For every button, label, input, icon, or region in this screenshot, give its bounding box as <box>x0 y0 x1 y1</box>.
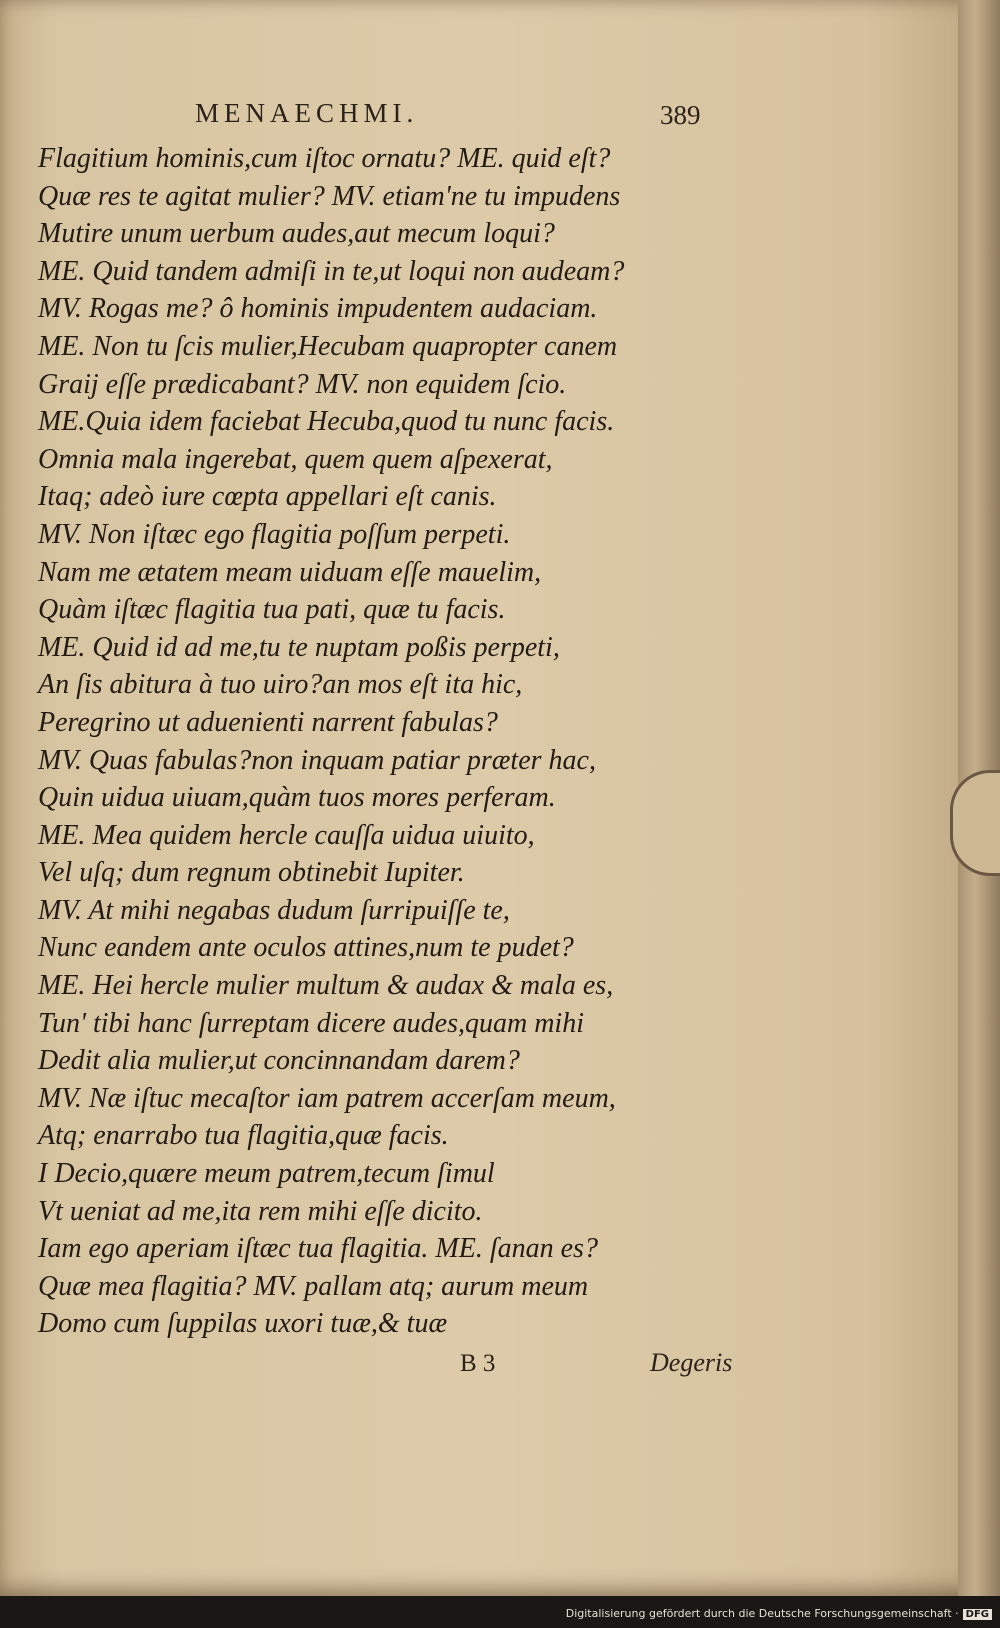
dfg-logo: DFG <box>963 1609 992 1620</box>
text-line: MV. Quas fabulas?non inquam patiar præter hac, <box>38 744 596 776</box>
verse-text-block <box>38 140 738 1343</box>
text-line: Quin uidua uiuam,quàm tuos mores perferam. <box>38 782 556 814</box>
text-line: Omnia mala ingerebat, quem quem aſpexerat, <box>38 443 553 475</box>
running-head: MENAECHMI. <box>195 98 419 128</box>
text-line: ME. Quid id ad me,tu te nuptam poßis perpeti, <box>38 631 560 663</box>
text-line: ME. Mea quidem hercle cauſſa uidua uiuito, <box>38 819 535 851</box>
text-line: Atq; enarrabo tua flagitia,quæ facis. <box>38 1120 449 1152</box>
catchword: Degeris <box>650 1348 733 1377</box>
text-line: Quæ mea flagitia? MV. pallam atq; aurum meum <box>38 1270 589 1302</box>
text-line: Domo cum ſuppilas uxori tuæ,& tuæ <box>38 1308 448 1340</box>
credit-text: Digitalisierung gefördert durch die Deutsche Forschungsgemeinschaft · <box>565 1607 959 1620</box>
text-line: Quæ res te agitat mulier? MV. etiam'ne tu impudens <box>38 180 621 212</box>
text-line: Vt ueniat ad me,ita rem mihi eſſe dicito. <box>38 1195 483 1227</box>
text-line: I Decio,quære meum patrem,tecum ſimul <box>38 1158 495 1190</box>
signature-mark: B 3 <box>460 1350 496 1377</box>
text-line: MV. Rogas me? ô hominis impudentem audaciam. <box>38 293 598 325</box>
clasp-tab <box>950 770 1000 876</box>
text-line: Mutire unum uerbum audes,aut mecum loqui? <box>38 218 555 250</box>
text-line: Quàm iſtæc flagitia tua pati, quæ tu facis. <box>38 594 506 626</box>
text-line: Vel uſq; dum regnum obtinebit Iupiter. <box>38 857 465 889</box>
text-line: Itaq; adeò iure cœpta appellari eſt canis. <box>38 481 497 513</box>
text-line: Nunc eandem ante oculos attines,num te pudet? <box>38 932 574 964</box>
text-line: Iam ego aperiam iſtæc tua flagitia. ME. ſanan es? <box>38 1233 598 1265</box>
page-number: 389 <box>660 100 701 130</box>
text-line: ME. Non tu ſcis mulier,Hecubam quapropter canem <box>38 330 618 362</box>
text-line: Flagitium hominis,cum iſtoc ornatu? ME. quid eſt? <box>38 143 611 174</box>
text-line: Tun' tibi hanc ſurreptam dicere audes,quam mihi <box>38 1007 584 1039</box>
digitization-credit <box>566 1607 992 1620</box>
text-line: An ſis abitura à tuo uiro?an mos eſt ita hic, <box>38 669 523 701</box>
text-line: MV. At mihi negabas dudum ſurripuiſſe te, <box>38 894 510 926</box>
text-line: ME. Quid tandem admiſi in te,ut loqui non audeam? <box>38 255 625 287</box>
text-line: Graij eſſe prædicabant? MV. non equidem ſcio. <box>38 368 567 400</box>
text-line: MV. Non iſtæc ego flagitia poſſum perpeti. <box>38 518 511 550</box>
text-line: Dedit alia mulier,ut concinnandam darem? <box>38 1045 520 1077</box>
text-line: MV. Næ iſtuc mecaſtor iam patrem accerſam meum, <box>38 1082 616 1114</box>
text-line: Nam me ætatem meam uiduam eſſe mauelim, <box>38 556 542 588</box>
text-line: ME.Quia idem faciebat Hecuba,quod tu nunc facis. <box>38 406 615 438</box>
text-line: ME. Hei hercle mulier multum & audax & mala es, <box>38 970 614 1002</box>
text-line: Peregrino ut aduenienti narrent fabulas? <box>38 706 498 738</box>
